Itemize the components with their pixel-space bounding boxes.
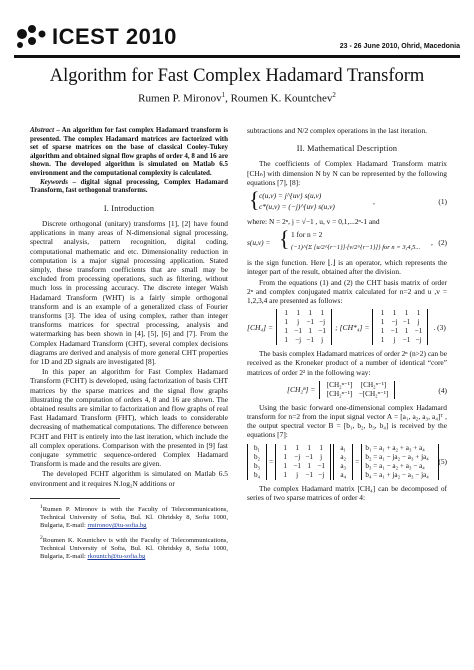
keywords — [30, 178, 228, 195]
right-column — [247, 126, 447, 503]
equation-5-matrix — [275, 444, 331, 480]
paper-title: Algorithm for Fast Complex Hadamard Transform — [49, 66, 425, 86]
equation-2-brace: { — [279, 226, 290, 252]
equation-5-vector-b — [247, 444, 267, 480]
footnote-1-label: 1 — [40, 503, 43, 510]
equation-1 — [247, 187, 447, 214]
math-paragraph-4: The basis complex Hadamard matrices of order 2ⁿ (n>2) can be received as the Kroneker product of a number of identical “core” matrices of order 2² in the following way: — [247, 349, 447, 377]
equation-5-matrix-cell: 1 — [283, 452, 287, 461]
equation-4-lhs: [CH₂ⁿ] = — [287, 385, 316, 395]
equation-3-matrix-ch4-conjugate-cell: −j — [415, 336, 422, 345]
equation-3-matrix-ch4-conjugate-cell: −1 — [402, 318, 411, 327]
equation-2 — [247, 226, 447, 255]
equation-5-matrix-cell: 1 — [283, 470, 287, 479]
equation-3-matrix-ch4-cell: 1 — [308, 309, 312, 318]
intro-paragraph-1: Discrete orthogonal (unitary) transforms [1], [2] have found applications in many areas of N-dimensional signal processing, spectral analysis, pattern recognition, digital coding, computational mathematic and etc. Dimensionality reduction in computation is a major signal processing application. Stated simply, these transform coefficients that are small may be excluded from processing operations, such as filtering, without much loss in processing accuracy. The discrete integer Walsh Hadamard Transform (WHT) is a fairly simple orthogonal transform and is an example of a generalized class of Fourier transforms [3]. The idea of using complex, rather than integer transforms matrices for spectral processing, analysis and watermarking has been shown in [4], [5], [6] and [7]. From the Complex Hadamard Transform (CHT), several complex decisions diagrams are derived and analysis of more general CHT properties for 1D and 2D signals are investigated [8]. — [30, 218, 228, 366]
intro-paragraph-3: The developed FCHT algorithm is simulated on Matlab 6.5 environment and it requires N.log₂N additions or — [30, 469, 228, 488]
equation-5-vector-b-cell: b₄ — [253, 470, 261, 479]
equation-3-matrix-ch4-cell: −1 — [306, 318, 314, 327]
equation-3-matrix-ch4-conjugate-cell: 1 — [404, 327, 409, 336]
footnote-2 — [30, 534, 228, 562]
equation-3-matrix-ch4-cell: 1 — [284, 327, 288, 336]
math-paragraph-3: From the equations (1) and (2) the CHT basis matrix of order 2ⁿ and complex conjugated matrix calculated for n=2 and u ,v = 1,2,3,4 are presented as follows: — [247, 277, 447, 306]
equation-3-matrix-ch4-cell: −j — [295, 336, 302, 345]
equation-5-matrix-cell: 1 — [283, 461, 287, 470]
right-paragraph-0: subtractions and N/2 complex operations in the last iteration. — [247, 126, 428, 135]
equation-3-matrix-ch4-conjugate-cell: 1 — [380, 327, 385, 336]
equation-1-number: (1) — [438, 197, 447, 207]
conference-logo-icon — [14, 22, 54, 52]
equation-3-matrix-ch4-cell: −1 — [294, 327, 302, 336]
equation-3 — [247, 309, 447, 345]
abstract-text: – An algorithm for fast complex Hadamard transform is presented. The complex Hadamard matrices are factorized with set of sparse matrices on the base of classical Cooley-Tukey algorithm and obtained signal flow graphs of order 4, 8 and 16 are shown. The developed algorithm is simulated on Matlab 6.5 environment and the computational complexity is calculated. — [30, 126, 228, 177]
equation-3-matrix-ch4-cell: −1 — [318, 327, 326, 336]
equation-5-number: (5) — [438, 456, 447, 466]
equation-5-matrix-cell: −1 — [317, 461, 325, 470]
equation-5-matrix-cell: 1 — [307, 443, 311, 452]
equation-5-matrix-cell: −j — [294, 452, 301, 461]
equation-3-matrix-ch4-conjugate-cell: j — [417, 318, 420, 327]
equation-5-result-cell: b₁ = a₁ + a₂ + a₃ + a₄ — [365, 443, 425, 452]
equation-2-case-1: 1 for n = 2 — [291, 230, 323, 240]
equation-5-matrix-cell: −1 — [293, 461, 301, 470]
footnote-rule — [30, 498, 120, 499]
equation-3-matrix-ch4-conjugate-cell: −j — [391, 318, 398, 327]
equation-3-matrix-ch4-cell: 1 — [284, 336, 288, 345]
author-2-sup: 2 — [332, 91, 336, 99]
footnote-1-text: Rumen P. Mironov is with the Faculty of Telecommunications, Technical University of Sofia, Bul. Kl. Ohridsky 8, Sofia 1000, Bulgaria, E-mail: — [40, 506, 228, 530]
equation-3-matrix-ch4 — [276, 309, 332, 345]
left-column — [30, 126, 228, 564]
equation-2-tail: , — [431, 238, 433, 248]
equation-2-lhs: s(u,v) = — [247, 238, 271, 248]
section-introduction-heading: I. Introduction — [103, 203, 155, 213]
footnote-2-label: 2 — [40, 534, 43, 541]
math-paragraph-2: is the sign function. Here ⌊.⌋ is an operator, which represents the integer part of the result, obtained after the division. — [247, 258, 447, 277]
equation-3-matrix-ch4-conjugate-cell: 1 — [404, 309, 409, 318]
author-separator: , — [225, 92, 231, 105]
equation-3-matrix-ch4-cell: 1 — [284, 309, 288, 318]
equation-5-matrix-cell: j — [296, 470, 299, 479]
equation-5-vector-a-cell: a₄ — [340, 470, 347, 479]
conference-header — [14, 20, 460, 60]
equation-3-lhs-2: ; [CH*₄] = — [335, 322, 370, 332]
conference-date-place: 23 - 26 June 2010, Ohrid, Macedonia — [339, 43, 460, 50]
equation-5-result-cell: b₂ = a₁ − ja₂ − a₃ + ja₄ — [365, 452, 429, 461]
equation-3-number: . (3) — [433, 322, 446, 332]
equation-2-case-2: (−1)^{Σ [u/2^{r−1}]·[v/2^{r−1}]} for n = 3,4,5... — [291, 244, 421, 252]
equation-3-matrix-ch4-conjugate-cell: j — [393, 336, 396, 345]
equation-3-lhs-1: [CH₄] = — [247, 322, 274, 332]
math-paragraph-5: Using the basic forward one-dimensional complex Hadamard transform for n=2 from the input signal vector A = [a₁, a₂, a₃, a₄]ᵀ , the output spectral vector B = [b₁, b₂, b₃, b₄] is received by the equations [7]: — [247, 402, 447, 440]
equation-5-vector-b-cell: b₁ — [253, 443, 261, 452]
conference-name: ICEST 2010 — [52, 24, 177, 49]
equation-4 — [287, 381, 447, 399]
equation-5-matrix-cell: −1 — [305, 470, 313, 479]
equation-5: b₁ b₂ b₃ b₄ = 1 1 1 1 1 −j −1 j 1 −1 1 −1 1 j −1 −j a₁ a₂ a₃ a₄ = b₁ = a₁ + a₂ + a₃ + a₄ b₂ = a₁ − ja₂ − a₃ + ja₄ b₃ = a₁ − a₂ + a₃ − a₄ b₄ = a₁ + ja₂ − a₃ − ja₄ (5) — [247, 444, 447, 480]
equation-3-matrix-ch4-cell: 1 — [308, 327, 312, 336]
equation-3-matrix-ch4-conjugate-cell: 1 — [416, 309, 421, 318]
equation-1-line-2: c*(u,v) = (−j)^{uv} s(u,v) — [259, 202, 335, 212]
equation-3-matrix-ch4-conjugate-cell: −1 — [414, 327, 423, 336]
equation-5-matrix-cell: 1 — [307, 461, 311, 470]
abstract — [30, 126, 228, 178]
equation-3-matrix-ch4-cell: 1 — [284, 318, 288, 327]
equation-4-number: (4) — [438, 385, 447, 395]
equation-3-matrix-ch4-conjugate-cell: 1 — [380, 336, 385, 345]
equation-3-matrix-ch4-conjugate-cell: −1 — [402, 336, 411, 345]
math-paragraph-6: The complex Hadamard matrix [CH₄] can be decomposed of series of two sparse matrices of order 4: — [247, 483, 447, 502]
author-1: Rumen P. Mironov — [138, 92, 222, 105]
equation-3-matrix-ch4-cell: j — [321, 336, 324, 345]
footnote-1 — [30, 503, 228, 531]
equation-5-matrix-cell: j — [320, 452, 323, 461]
keywords-text: – digital signal processing, Complex Hadamard Transform, fast orthogonal transforms. — [30, 177, 228, 195]
equation-5-vector-a — [333, 444, 353, 480]
equation-4-matrix — [319, 381, 395, 399]
equation-5-matrix-cell: 1 — [319, 443, 323, 452]
equation-5-vector-b-cell: b₃ — [253, 461, 261, 470]
equation-5-result — [361, 444, 439, 480]
equation-1-tail: , — [373, 197, 375, 207]
equation-5-matrix-cell: −1 — [305, 452, 313, 461]
equation-3-matrix-ch4-cell: 1 — [296, 309, 300, 318]
equation-3-matrix-ch4-conjugate-cell: 1 — [380, 309, 385, 318]
equation-3-matrix-ch4-conjugate-cell: 1 — [392, 309, 397, 318]
equation-3-matrix-ch4-cell: −1 — [306, 336, 314, 345]
equation-1-brace: { — [249, 187, 260, 213]
author-1-sup: 1 — [221, 91, 226, 99]
footnote-2-text: Roumen K. Kountchev is with the Faculty of Telecommunications, Technical University of Sofia, Bul. Kl. Ohridsky 8, Sofia 1000, Bulgaria, E-mail: — [40, 536, 228, 561]
equation-5-matrix-cell: −j — [318, 470, 325, 479]
equation-5-result-cell: b₃ = a₁ − a₂ + a₃ − a₄ — [365, 461, 425, 470]
paper-authors — [0, 91, 474, 105]
equation-5-matrix-cell: 1 — [295, 443, 299, 452]
equation-4-matrix-cell: [CH₂ⁿ⁻¹] — [326, 380, 353, 389]
equation-4-matrix-cell: [CH₂ⁿ⁻¹] — [326, 389, 353, 398]
equation-5-vector-a-cell: a₃ — [340, 461, 347, 470]
equation-3-matrix-ch4-cell: −j — [319, 318, 326, 327]
equation-5-matrix-cell: 1 — [283, 443, 287, 452]
equation-3-matrix-ch4-conjugate-cell: 1 — [380, 318, 385, 327]
section-math-heading: II. Mathematical Description — [296, 144, 398, 154]
abstract-label: Abstract — [30, 126, 55, 134]
equation-2-number: (2) — [438, 238, 447, 248]
equation-4-matrix-cell: [CH₂ⁿ⁻¹] — [360, 380, 387, 389]
equation-3-matrix-ch4-conjugate-cell: −1 — [390, 327, 399, 336]
keywords-label: Keywords — [40, 177, 68, 186]
equation-5-vector-a-cell: a₁ — [340, 443, 347, 452]
equation-3-matrix-ch4-conjugate — [372, 309, 428, 345]
where-line: where: N = 2ⁿ, j = √−1 , u, v = 0,1,...2ⁿ-1 and — [247, 217, 380, 227]
equation-1-line-1: c(u,v) = j^{uv} s(u,v) — [259, 191, 322, 201]
equation-4-matrix-cell: −[CH₂ⁿ⁻¹] — [358, 389, 389, 398]
author-2: Roumen K. Kountchev — [230, 92, 333, 105]
intro-paragraph-2: In this paper an algorithm for Fast Complex Hadamard Transform (FCHT) is developed, using factorization of basis CHT matrices by the sparse matrices and the signal flow graphs illustrating the computation of orders 4, 8 and 16 are shown. The obtained results are similar to factorization and flow graphs of real Fast Hadamard Transform (FHT), which leads to considerable decreasing of mathematical computations. The difference between FCHT and FHT is entirely into the last iteration, which include the all complex operations. Comparison with the presented in [9] fast conjugate symmetric sequence-ordered Complex Hadamard Transform is made and the results are given. — [30, 367, 228, 469]
equation-5-vector-a-cell: a₂ — [340, 452, 347, 461]
equation-5-result-cell: b₄ = a₁ + ja₂ − a₃ − ja₄ — [365, 470, 429, 479]
equation-3-matrix-ch4-cell: 1 — [320, 309, 324, 318]
footnote-1-email-link[interactable]: rmironov@tu-sofia.bg — [87, 522, 147, 530]
equation-5-vector-b-cell: b₂ — [253, 452, 261, 461]
math-paragraph-1: The coefficients of Complex Hadamard Transform matrix [CHₙ] with dimension N by N can be represented by the following equations [7], [8]: — [247, 159, 447, 187]
header-rule — [14, 55, 460, 58]
footnote-2-email-link[interactable]: rkountch@tu-sofia.bg — [87, 553, 146, 561]
equation-3-matrix-ch4-cell: j — [297, 318, 300, 327]
